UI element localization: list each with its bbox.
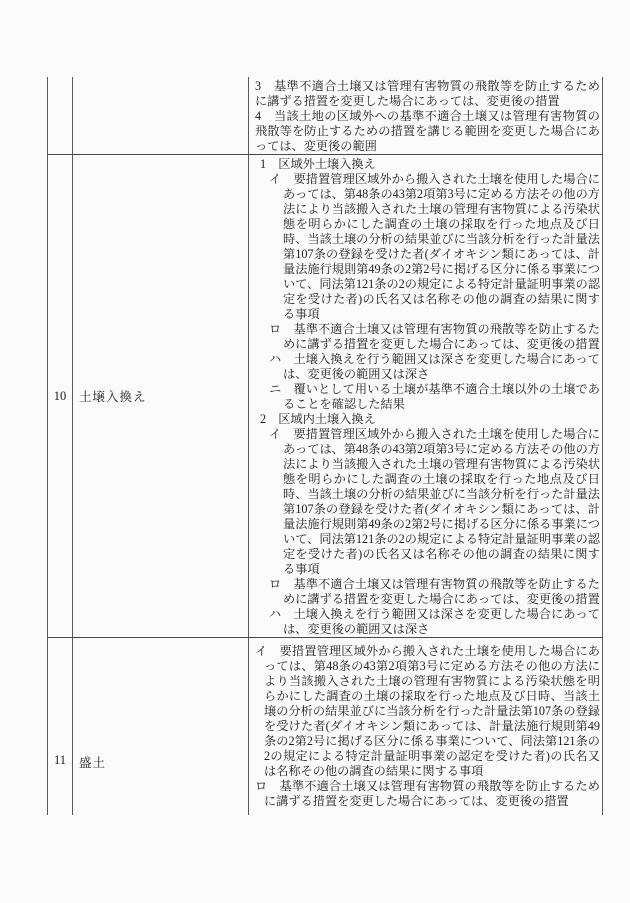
list-item: 4 当該土地の区域外への基準不適合土壌又は管理有害物質の飛散等を防止するための措置を講じる範囲を変更した場合にあっては、変更後の範囲 bbox=[255, 109, 600, 153]
list-item: ニ 覆いとして用いる土壌が基準不適合土壌以外の土壌であることを確認した結果 bbox=[269, 382, 600, 411]
row-content-cell bbox=[249, 155, 603, 637]
row-content-cell bbox=[249, 77, 603, 154]
list-item: イ 要措置管理区域外から搬入された土壌を使用した場合にあっては、第48条の43第2項第3号に定める方法その他の方法により当該搬入された土壌の管理有害物質による汚染状態を明らかにした調査の土壌の採取を行った地点及び日時、当該土壌の分析の結果並びに当該分析を行った計量法第107条の登録を受けた者(ダイオキシン類にあっては、計量法施行規則第49条の2第2号に掲げる区分に係る事業について、同法第121条の2の規定による特定計量証明事業の認定を受けた者)の氏名又は名称その他の調査の結果に関する事項 bbox=[269, 172, 600, 321]
soil-measures-table bbox=[47, 77, 603, 815]
row-number-cell: 11 bbox=[47, 638, 73, 815]
list-item: ロ 基準不適合土壌又は管理有害物質の飛散等を防止するために講ずる措置を変更した場合にあっては、変更後の措置 bbox=[255, 779, 600, 808]
list-item: 3 基準不適合土壌又は管理有害物質の飛散等を防止するために講ずる措置を変更した場合にあっては、変更後の措置 bbox=[255, 79, 600, 108]
row-content-cell bbox=[249, 638, 603, 815]
list-item: イ 要措置管理区域外から搬入された土壌を使用した場合にあっては、第48条の43第2項第3号に定める方法その他の方法により当該搬入された土壌の管理有害物質による汚染状態を明らかにした調査の土壌の採取を行った地点及び日時、当該土壌の分析の結果並びに当該分析を行った計量法第107条の登録を受けた者(ダイオキシン類にあっては、計量法施行規則第49条の2第2号に掲げる区分に係る事業について、同法第121条の2の規定による特定計量証明事業の認定を受けた者)の氏名又は名称その他の調査の結果に関する事項 bbox=[255, 644, 600, 778]
table-row bbox=[47, 154, 603, 637]
row-name-cell: 土壌入換え bbox=[73, 155, 249, 637]
row-name-cell bbox=[73, 77, 249, 154]
row-number-cell bbox=[47, 77, 73, 154]
row-number-cell: 10 bbox=[47, 155, 73, 637]
list-item: ロ 基準不適合土壌又は管理有害物質の飛散等を防止するために講ずる措置を変更した場合にあっては、変更後の措置 bbox=[269, 322, 600, 351]
list-item: ハ 土壌入換えを行う範囲又は深さを変更した場合にあっては、変更後の範囲又は深さ bbox=[269, 607, 600, 636]
table-row bbox=[47, 77, 603, 154]
list-item: イ 要措置管理区域外から搬入された土壌を使用した場合にあっては、第48条の43第2項第3号に定める方法その他の方法により当該搬入された土壌の管理有害物質による汚染状態を明らかにした調査の土壌の採取を行った地点及び日時、当該土壌の分析の結果並びに当該分析を行った計量法第107条の登録を受けた者(ダイオキシン類にあっては、計量法施行規則第49条の2第2号に掲げる区分に係る事業について、同法第121条の2の規定による特定計量証明事業の認定を受けた者)の氏名又は名称その他の調査の結果に関する事項 bbox=[269, 427, 600, 576]
row-name-cell: 盛土 bbox=[73, 638, 249, 815]
list-item: 1 区域外土壌入換え bbox=[260, 157, 376, 171]
list-item: 2 区域内土壌入換え bbox=[260, 412, 376, 426]
list-item: ロ 基準不適合土壌又は管理有害物質の飛散等を防止するために講ずる措置を変更した場合にあっては、変更後の措置 bbox=[269, 577, 600, 606]
table-row bbox=[47, 637, 603, 815]
list-item: ハ 土壌入換えを行う範囲又は深さを変更した場合にあっては、変更後の範囲又は深さ bbox=[269, 352, 600, 381]
